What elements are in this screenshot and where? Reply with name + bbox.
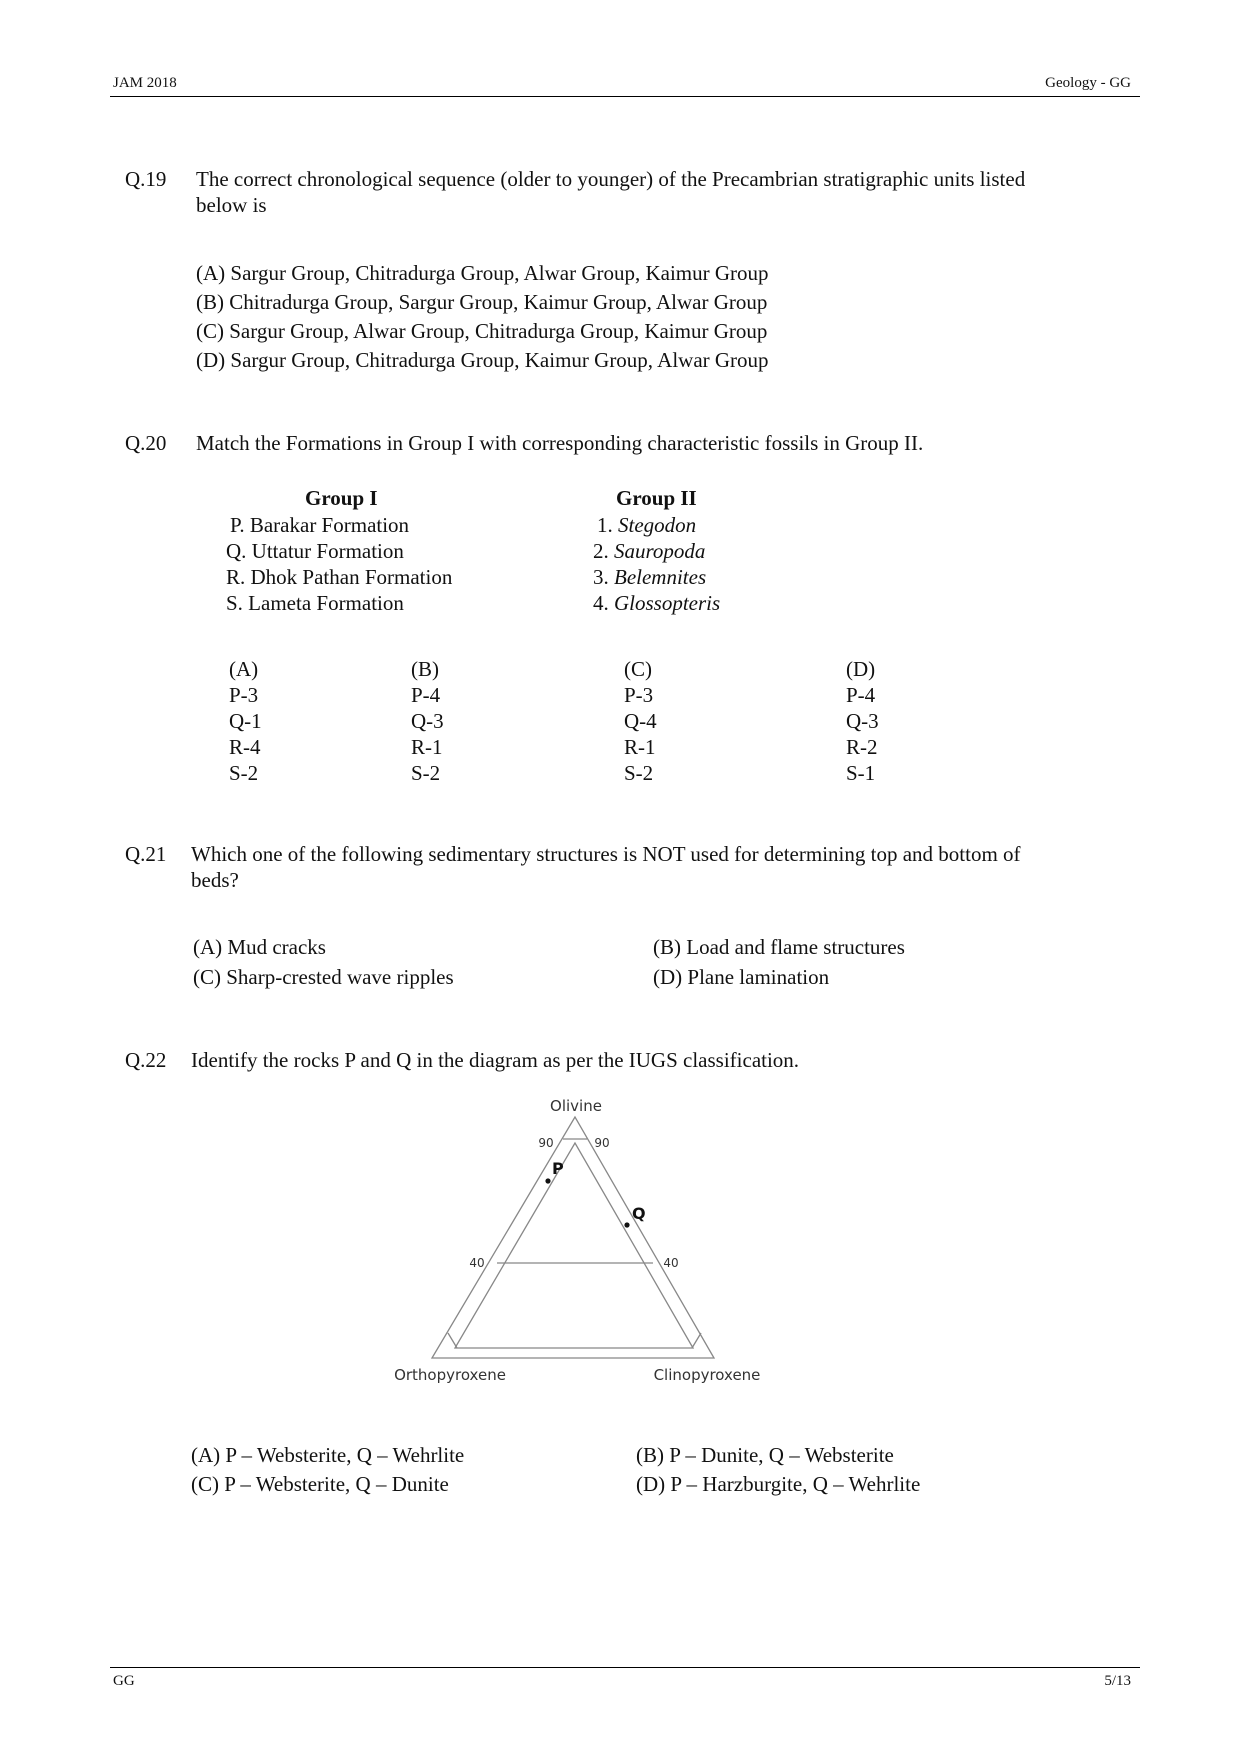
group-1-item: R. Dhok Pathan Formation: [226, 565, 453, 589]
choice-label: (C): [624, 657, 652, 681]
group-2-item: 1. Stegodon: [597, 513, 697, 537]
header-right: Geology - GG: [1045, 75, 1131, 91]
outer-triangle: [432, 1117, 714, 1358]
choice-b[interactable]: [411, 656, 444, 786]
tick-label-90-right: 90: [594, 1136, 610, 1150]
tick-label-40-left: 40: [469, 1256, 485, 1270]
tick-label-90-left: 90: [538, 1136, 554, 1150]
group-1-title: Group I: [305, 486, 378, 510]
ternary-diagram: [390, 1088, 770, 1388]
question-text: below is: [196, 193, 267, 217]
choice-item: P-3: [229, 683, 259, 707]
header-rule: [110, 96, 1140, 97]
point-p-marker: [545, 1178, 550, 1183]
option-d[interactable]: (D) Sargur Group, Chitradurga Group, Kaimur Group, Alwar Group: [196, 348, 769, 372]
right-vertex-label: Clinopyroxene: [653, 1366, 761, 1384]
option-c[interactable]: (C) P – Websterite, Q – Dunite: [191, 1472, 449, 1496]
footer-rule: [110, 1667, 1140, 1668]
option-b[interactable]: (B) P – Dunite, Q – Websterite: [636, 1443, 894, 1467]
option-a[interactable]: (A) Sargur Group, Chitradurga Group, Alwar Group, Kaimur Group: [196, 261, 769, 285]
choice-label: (B): [411, 657, 439, 681]
choice-item: S-2: [624, 761, 654, 785]
choice-item: Q-1: [229, 709, 262, 733]
choice-item: P-3: [624, 683, 654, 707]
question-number: Q.20: [125, 431, 167, 455]
group-1-item: S. Lameta Formation: [226, 591, 404, 615]
choice-item: P-4: [846, 683, 876, 707]
question-number: Q.22: [125, 1048, 167, 1072]
option-a[interactable]: (A) Mud cracks: [193, 935, 326, 959]
page-number: 5/13: [1104, 1673, 1131, 1689]
option-b[interactable]: (B) Chitradurga Group, Sargur Group, Kaimur Group, Alwar Group: [196, 290, 768, 314]
choice-item: R-2: [846, 735, 878, 759]
tick-label-40-right: 40: [663, 1256, 679, 1270]
choice-item: P-4: [411, 683, 441, 707]
choice-d[interactable]: [846, 656, 879, 786]
question-text: Identify the rocks P and Q in the diagram as per the IUGS classification.: [191, 1048, 800, 1072]
choice-item: R-1: [411, 735, 443, 759]
choice-item: Q-3: [846, 709, 879, 733]
choice-a[interactable]: [229, 656, 262, 786]
group-2-list: [593, 512, 720, 616]
group-2-item: 3. Belemnites: [593, 565, 707, 589]
choice-item: S-2: [411, 761, 441, 785]
option-d[interactable]: (D) Plane lamination: [653, 965, 830, 989]
question-text: Which one of the following sedimentary structures is NOT used for determining top and bottom of: [191, 842, 1021, 866]
corner-line-left: [448, 1333, 457, 1348]
question-text: beds?: [191, 868, 239, 892]
question-number: Q.19: [125, 167, 167, 191]
choice-item: S-1: [846, 761, 876, 785]
group-2-title: Group II: [616, 486, 697, 510]
question-text: The correct chronological sequence (older to younger) of the Precambrian stratigraphic units listed: [196, 167, 1026, 191]
question-text: Match the Formations in Group I with corresponding characteristic fossils in Group II.: [196, 431, 924, 455]
header-left: JAM 2018: [113, 75, 177, 91]
choice-item: R-4: [229, 735, 261, 759]
choice-label: (A): [229, 657, 259, 681]
option-c[interactable]: (C) Sargur Group, Alwar Group, Chitradurga Group, Kaimur Group: [196, 319, 768, 343]
option-a[interactable]: (A) P – Websterite, Q – Wehrlite: [191, 1443, 465, 1467]
footer-left: GG: [113, 1673, 135, 1689]
choice-c[interactable]: [624, 656, 657, 786]
group-1-item: P. Barakar Formation: [230, 513, 410, 537]
option-c[interactable]: (C) Sharp-crested wave ripples: [193, 965, 454, 989]
left-vertex-label: Orthopyroxene: [394, 1366, 506, 1384]
choice-label: (D): [846, 657, 876, 681]
option-b[interactable]: (B) Load and flame structures: [653, 935, 905, 959]
choice-item: Q-4: [624, 709, 657, 733]
group-1-item: Q. Uttatur Formation: [226, 539, 404, 563]
group-2-item: 4. Glossopteris: [593, 591, 721, 615]
choice-item: Q-3: [411, 709, 444, 733]
choice-item: R-1: [624, 735, 656, 759]
point-q-label: Q: [632, 1204, 646, 1223]
corner-line-right: [692, 1333, 701, 1348]
question-number: Q.21: [125, 842, 167, 866]
point-q-marker: [624, 1222, 629, 1227]
option-d[interactable]: (D) P – Harzburgite, Q – Wehrlite: [636, 1472, 921, 1496]
group-2-item: 2. Sauropoda: [593, 539, 706, 563]
group-1-list: [226, 512, 452, 616]
choice-item: S-2: [229, 761, 259, 785]
apex-label: Olivine: [550, 1097, 602, 1115]
inner-triangle: [455, 1143, 693, 1348]
point-p-label: P: [552, 1159, 564, 1178]
